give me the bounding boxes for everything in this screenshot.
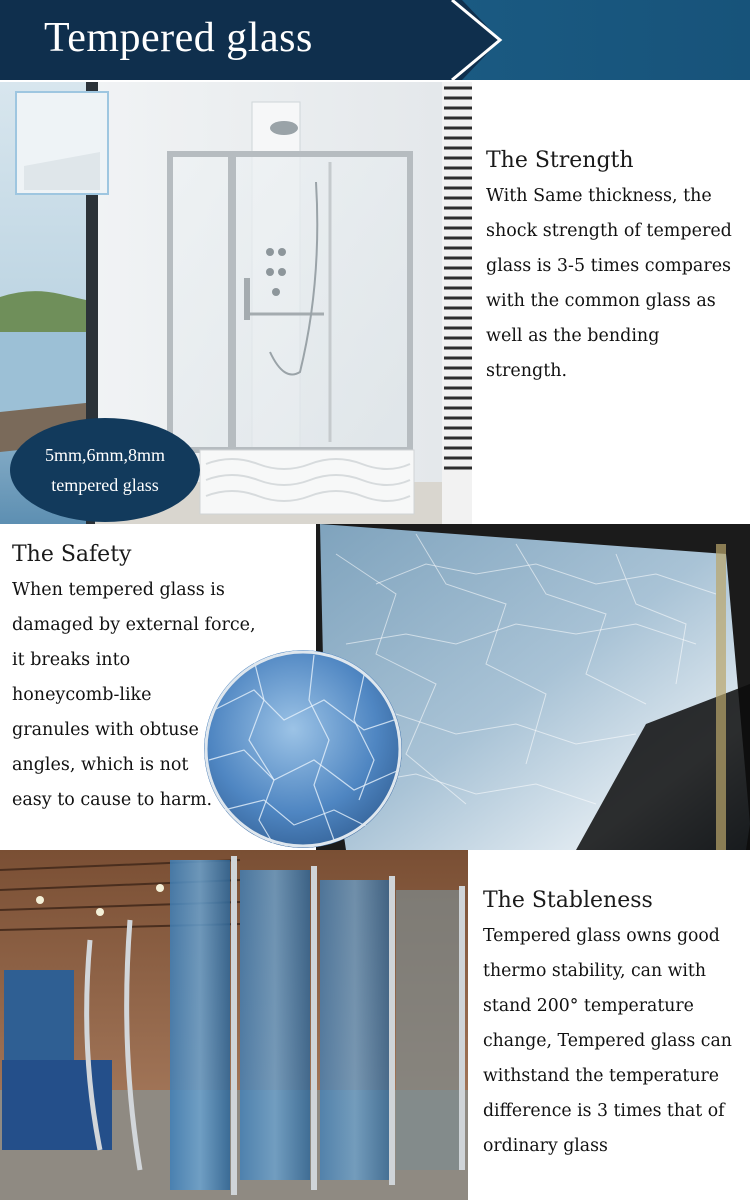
stableness-line: ordinary glass <box>483 1136 608 1156</box>
stableness-line: withstand the temperature <box>483 1066 719 1086</box>
safety-line: easy to cause to harm. <box>12 790 213 810</box>
safety-line: granules with obtuse <box>12 720 199 740</box>
thickness-badge <box>10 418 200 522</box>
strength-section <box>486 148 748 389</box>
safety-line: angles, which is not <box>12 755 189 775</box>
stableness-line: thermo stability, can with <box>483 961 707 981</box>
safety-line: When tempered glass is <box>12 580 225 600</box>
stableness-line: change, Tempered glass can <box>483 1031 732 1051</box>
glass-fragments-closeup <box>204 650 402 848</box>
page-title: Tempered glass <box>44 15 313 61</box>
strength-line: well as the bending <box>486 326 660 346</box>
strength-line: glass is 3-5 times compares <box>486 256 732 276</box>
strength-line: strength. <box>486 361 568 381</box>
stableness-section <box>483 888 748 1164</box>
strength-line: with the common glass as <box>486 291 716 311</box>
safety-line: damaged by external force, <box>12 615 256 635</box>
stableness-line: stand 200° temperature <box>483 996 694 1016</box>
badge-thickness-text: 5mm,6mm,8mm <box>44 445 165 465</box>
strength-line: shock strength of tempered <box>486 221 732 241</box>
badge-type-text: tempered glass <box>51 475 159 495</box>
stableness-title: The Stableness <box>483 888 653 913</box>
safety-line: honeycomb-like <box>12 685 152 705</box>
stableness-line: Tempered glass owns good <box>483 926 720 946</box>
header-banner <box>0 0 750 80</box>
strength-title: The Strength <box>486 148 634 173</box>
stableness-line: difference is 3 times that of <box>483 1101 725 1121</box>
strength-line: With Same thickness, the <box>486 186 712 206</box>
safety-line: it breaks into <box>12 650 131 670</box>
safety-title: The Safety <box>12 542 132 567</box>
factory-shower-panels-photo <box>0 850 468 1200</box>
